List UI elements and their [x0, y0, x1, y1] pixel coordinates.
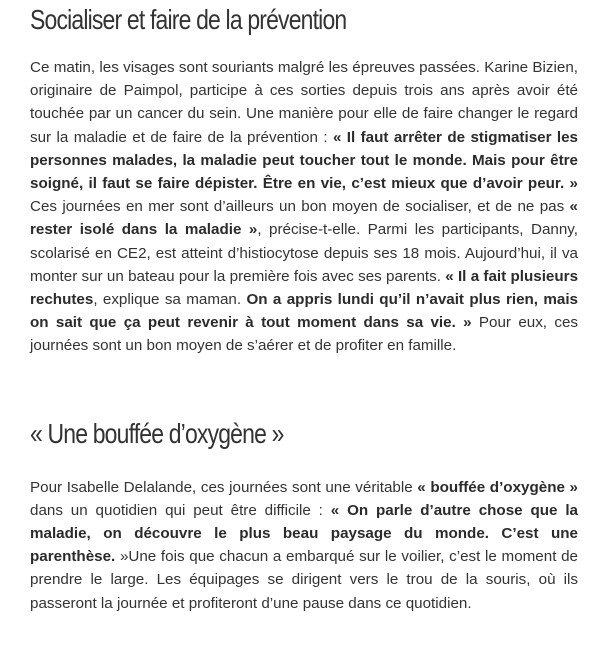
text-run: dans un quotidien qui peut être difficile :	[30, 501, 331, 519]
quote-run: « Il a fait plusieurs rechutes	[30, 267, 579, 309]
text-run: Pour Isabelle Delalande, ces journées sont une véritable	[30, 478, 418, 496]
quote-run: « rester isolé dans la maladie »	[30, 198, 578, 239]
quote-run: On a appris lundi qu’il n’avait plus rien, mais on sait que ça peut revenir à tout moment dans sa vie. »	[30, 291, 578, 332]
article	[30, 0, 578, 615]
section-heading-prevention: Socialiser et faire de la prévention	[30, 4, 347, 35]
section-heading-bouffee: « Une bouffée d’oxygène »	[30, 417, 284, 449]
quote-run: « On parle d’autre chose que la maladie, on découvre le plus beau paysage du monde. C’est une parenthèse.	[30, 501, 578, 566]
text-run: Ce matin, les visages sont souriants malgré les épreuves passées. Karine Bizien, originaire de Paimpol, participe à ces sorties depuis trois ans après avoir été touchée par un cancer du sein. Une manière pour elle de faire changer le regard sur la maladie et de faire de la prévention :	[30, 59, 578, 146]
text-run: Ces journées en mer sont d’ailleurs un bon moyen de socialiser, et de ne pas	[30, 198, 570, 216]
quote-run: « bouffée d’oxygène »	[417, 478, 578, 496]
text-run: , explique sa maman.	[93, 291, 247, 309]
text-run: Pour eux, ces journées sont un bon moyen de s’aérer et de profiter en famille.	[30, 314, 578, 355]
paragraph-prevention	[30, 56, 578, 358]
text-run: , précise-t-elle. Parmi les participants, Danny, scolarisé en CE2, est atteint d’histiocytose depuis ses 18 mois. Aujourd’hui, il va monter sur un bateau pour la première fois avec ses parents.	[30, 221, 578, 285]
paragraph-bouffee	[30, 476, 578, 615]
text-run: »Une fois que chacun a embarqué sur le voilier, c’est le moment de prendre le large. Les équipages se dirigent vers le trou de la souris, où ils passeront la journée et profiteront d’une pause dans ce quotidien.	[30, 548, 578, 612]
quote-run: « Il faut arrêter de stigmatiser les personnes malades, la maladie peut toucher tout le monde. Mais pour être soigné, il faut se faire dépister. Être en vie, c’est mieux que d’avoir peur. »	[30, 128, 578, 193]
